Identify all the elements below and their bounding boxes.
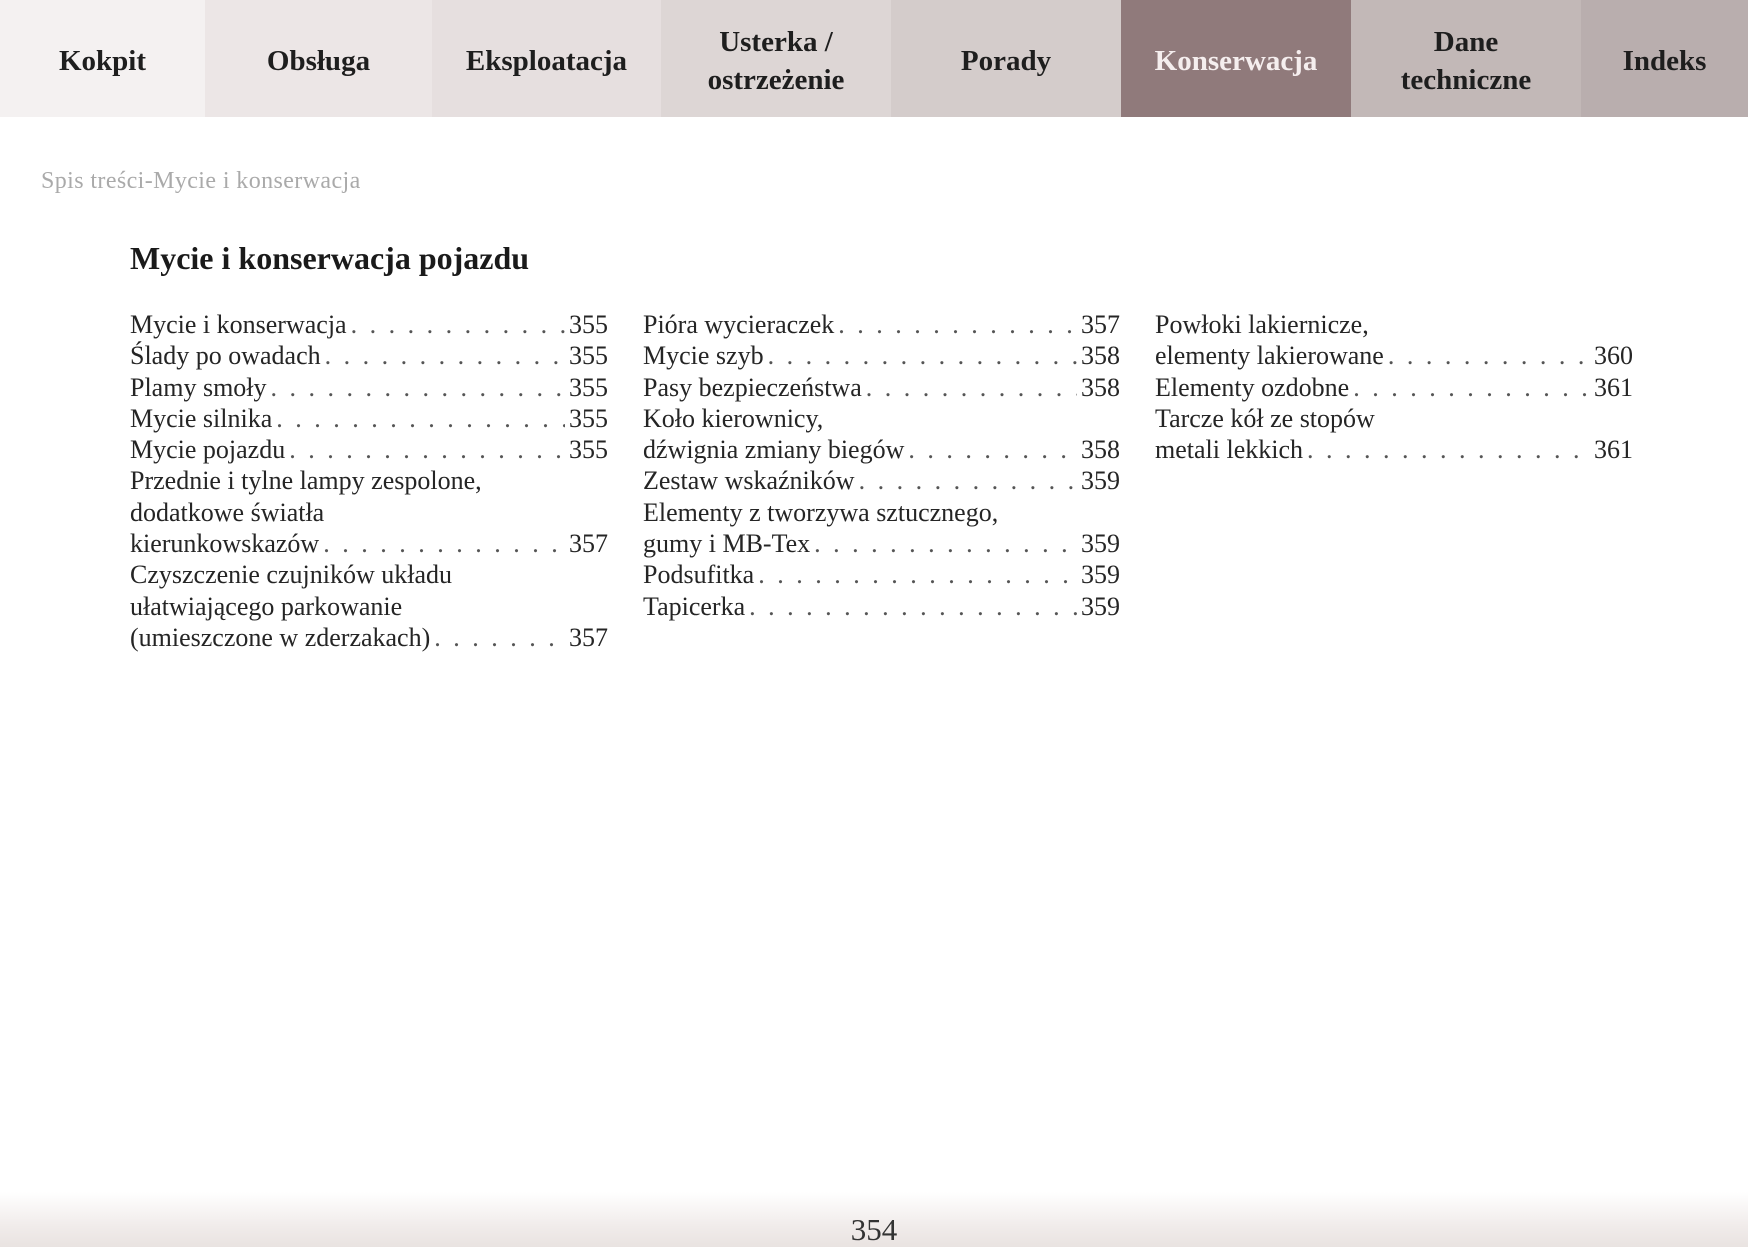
tab-indeks[interactable] <box>1581 0 1748 117</box>
toc-entry-text: Koło kierownicy, <box>643 403 824 433</box>
toc-entry[interactable] <box>643 372 1120 403</box>
toc-entry[interactable] <box>643 309 1120 340</box>
toc-entry[interactable] <box>643 340 1120 371</box>
toc-page-number: 359 <box>1081 560 1120 590</box>
toc-entry[interactable] <box>130 340 608 371</box>
toc-entry[interactable] <box>643 465 1120 496</box>
toc-entry[interactable] <box>130 403 608 434</box>
toc-page-number: 359 <box>1081 466 1120 496</box>
toc-entry[interactable] <box>130 465 608 559</box>
tab-label: Indeks <box>1622 44 1707 77</box>
toc-page-number: 361 <box>1594 435 1633 465</box>
toc-entry[interactable] <box>130 434 608 465</box>
toc-entry-text: Mycie pojazdu <box>130 435 286 465</box>
toc-page-number: 357 <box>569 529 608 559</box>
dot-leader <box>908 434 1077 465</box>
toc-page-number: 355 <box>569 435 608 465</box>
toc-entry-line <box>1155 372 1633 403</box>
toc-entry-text: metali lekkich <box>1155 435 1304 465</box>
toc-entry-text: Mycie szyb <box>643 341 764 371</box>
tab-usterka-ostrzezenie[interactable] <box>661 0 891 117</box>
toc-entry-text: elementy lakierowane <box>1155 341 1384 371</box>
dot-leader <box>276 403 565 434</box>
tab-obsluga[interactable] <box>205 0 432 117</box>
toc-entry[interactable] <box>130 309 608 340</box>
toc-page-number: 355 <box>569 403 608 433</box>
toc-entry-text: Powłoki lakiernicze, <box>1155 310 1369 339</box>
toc-column-3 <box>1155 309 1633 465</box>
toc-entry-line <box>1155 340 1633 371</box>
toc-page-number: 359 <box>1081 591 1120 621</box>
toc-entry[interactable] <box>1155 309 1633 372</box>
toc-entry-line <box>643 591 1120 622</box>
dot-leader <box>1353 372 1590 403</box>
tab-porady[interactable] <box>891 0 1121 117</box>
dot-leader <box>768 340 1077 371</box>
toc-entry-line <box>130 434 608 465</box>
toc-entry-text: Tapicerka <box>643 591 746 621</box>
toc-entry-line <box>1155 434 1633 465</box>
toc-entry-text: (umieszczone w zderzakach) <box>130 622 431 652</box>
dot-leader <box>866 372 1077 403</box>
toc-entry-line <box>643 340 1120 371</box>
toc-entry-text: Elementy ozdobne <box>1155 372 1350 402</box>
tab-label: Eksploatacja <box>465 44 628 77</box>
toc-column-2 <box>643 309 1120 622</box>
dot-leader <box>758 559 1077 590</box>
dot-leader <box>434 622 565 653</box>
toc-entry-text: Elementy z tworzywa sztucznego, <box>643 497 999 527</box>
toc-entry[interactable] <box>643 591 1120 622</box>
toc-entry-line <box>130 528 608 559</box>
tab-dane-techniczne[interactable] <box>1351 0 1581 117</box>
dot-leader <box>1307 434 1590 465</box>
toc-page-number: 355 <box>569 372 608 402</box>
toc-entry-text: dodatkowe światła <box>130 497 325 527</box>
toc-page-number: 357 <box>1081 310 1120 339</box>
breadcrumb: Spis treści-Mycie i konserwacja <box>41 168 361 194</box>
toc-column-1 <box>130 309 608 653</box>
toc-entry-line <box>130 340 608 371</box>
toc-page-number: 358 <box>1081 372 1120 402</box>
dot-leader <box>749 591 1077 622</box>
toc-entry-line <box>130 403 608 434</box>
dot-leader <box>271 372 565 403</box>
toc-entry[interactable] <box>1155 372 1633 403</box>
toc-entry[interactable] <box>130 559 608 653</box>
tab-label: Porady <box>960 44 1052 77</box>
toc-entry[interactable] <box>130 372 608 403</box>
tab-kokpit[interactable] <box>0 0 205 117</box>
toc-entry[interactable] <box>643 559 1120 590</box>
page-title: Mycie i konserwacja pojazdu <box>130 240 530 276</box>
tab-label: Kokpit <box>58 44 147 77</box>
toc-entry-text: Zestaw wskaźników <box>643 466 855 496</box>
toc-entry-text: Ślady po owadach <box>130 341 321 371</box>
tab-label: Obsługa <box>266 44 371 77</box>
dot-leader <box>1388 340 1590 371</box>
tab-konserwacja[interactable] <box>1121 0 1351 117</box>
toc-page-number: 358 <box>1081 341 1120 371</box>
dot-leader <box>814 528 1077 559</box>
toc-page-number: 357 <box>569 622 608 652</box>
toc-entry[interactable] <box>643 403 1120 466</box>
toc-entry-line <box>643 528 1120 559</box>
tab-eksploatacja[interactable] <box>432 0 661 117</box>
tab-label: Usterka / ostrzeżenie <box>707 25 845 96</box>
dot-leader <box>325 340 565 371</box>
toc-entry-text: Przednie i tylne lampy zespolone, <box>130 466 482 496</box>
toc-entry-line <box>643 465 1120 496</box>
toc-page-number: 359 <box>1081 529 1120 559</box>
toc-page-number: 360 <box>1594 341 1633 371</box>
toc-entry-line <box>130 309 608 340</box>
toc-entry-text: Plamy smoły <box>130 372 267 402</box>
toc-entry[interactable] <box>1155 403 1633 466</box>
toc-entry[interactable] <box>643 497 1120 560</box>
toc-entry-line <box>130 372 608 403</box>
toc-entry-text: Podsufitka <box>643 560 755 590</box>
toc-entry-text: Mycie i konserwacja <box>130 310 347 339</box>
toc-entry-text: Pasy bezpieczeństwa <box>643 372 862 402</box>
toc-entry-text: Pióra wycieraczek <box>643 310 835 339</box>
toc-entry-line <box>643 434 1120 465</box>
dot-leader <box>838 309 1077 340</box>
toc-entry-text: ułatwiającego parkowanie <box>130 591 403 621</box>
tab-label: Dane techniczne <box>1400 25 1532 96</box>
toc-page-number: 355 <box>569 310 608 339</box>
toc-page-number: 361 <box>1594 372 1633 402</box>
toc-entry-text: Mycie silnika <box>130 403 273 433</box>
toc-entry-text: Tarcze kół ze stopów <box>1155 403 1375 433</box>
toc-entry-line <box>643 372 1120 403</box>
tab-label: Konserwacja <box>1154 44 1318 77</box>
toc-entry-line <box>643 559 1120 590</box>
page-number: 354 <box>850 1212 898 1247</box>
toc-entry-text: kierunkowskazów <box>130 529 320 559</box>
toc-entry-line <box>643 309 1120 340</box>
dot-leader <box>323 528 565 559</box>
dot-leader <box>351 309 565 340</box>
dot-leader <box>289 434 565 465</box>
section-tab-bar <box>0 0 1748 117</box>
toc-entry-text: dźwignia zmiany biegów <box>643 435 905 465</box>
toc-page-number: 355 <box>569 341 608 371</box>
toc-entry-line <box>130 622 608 653</box>
toc-entry-text: gumy i MB-Tex <box>643 529 811 559</box>
toc-entry-text: Czyszczenie czujników układu <box>130 560 452 590</box>
toc-page-number: 358 <box>1081 435 1120 465</box>
dot-leader <box>859 465 1077 496</box>
